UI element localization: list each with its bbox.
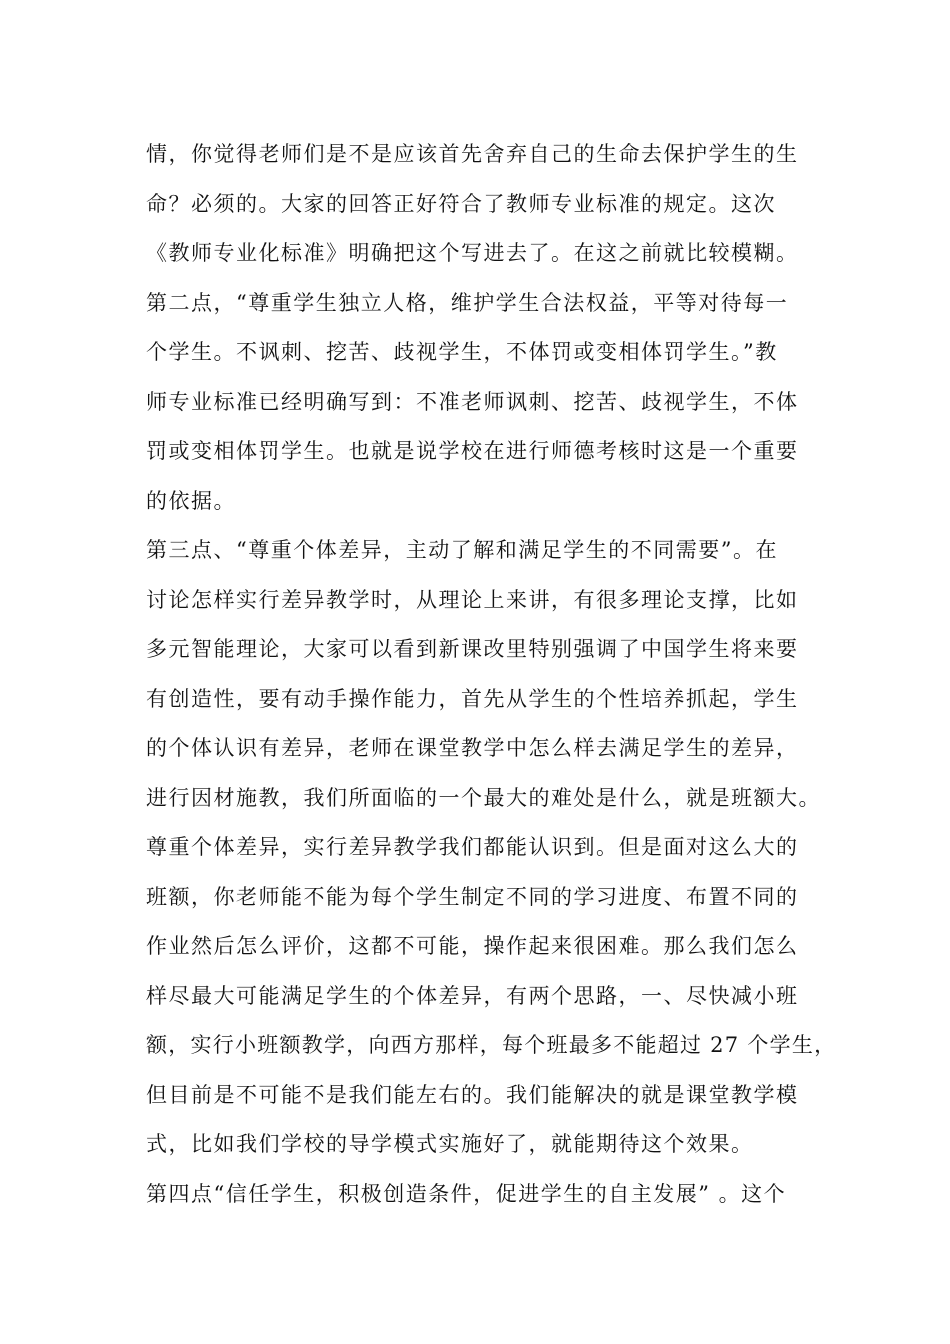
text-line: 师专业标准已经明确写到：不准老师讽刺、挖苦、歧视学生，不体	[146, 389, 799, 414]
text-line: 有创造性，要有动手操作能力，首先从学生的个性培养抓起，学生	[146, 686, 799, 711]
text-line: 样尽最大可能满足学生的个体差异，有两个思路，一、尽快减小班	[146, 983, 799, 1008]
text-line: 多元智能理论，大家可以看到新课改里特别强调了中国学生将来要	[146, 637, 799, 661]
document-body	[146, 130, 837, 1219]
text-line: 第二点，“尊重学生独立人格，维护学生合法权益，平等对待每一	[146, 290, 789, 315]
text-line: 的依据。	[146, 488, 236, 513]
text-line: 班额，你老师能不能为每个学生制定不同的学习进度、布置不同的	[146, 884, 799, 909]
text-line: 作业然后怎么评价，这都不可能，操作起来很困难。那么我们怎么	[146, 934, 799, 958]
text-line: 讨论怎样实行差异教学时，从理论上来讲，有很多理论支撑，比如	[146, 587, 799, 612]
text-line: 的个体认识有差异，老师在课堂教学中怎么样去满足学生的差异，	[146, 736, 799, 760]
text-line: 但目前是不可能不是我们能左右的。我们能解决的就是课堂教学模	[146, 1082, 799, 1107]
text-line: 式，比如我们学校的导学模式实施好了，就能期待这个效果。	[146, 1132, 754, 1156]
text-line: 个学生。不讽刺、挖苦、歧视学生，不体罚或变相体罚学生。”教	[146, 340, 778, 364]
text-line: 情，你觉得老师们是不是应该首先舍弃自己的生命去保护学生的生	[146, 142, 799, 166]
text-line: 进行因材施教，我们所面临的一个最大的难处是什么，就是班额大。	[146, 785, 821, 810]
text-line: 罚或变相体罚学生。也就是说学校在进行师德考核时这是一个重要	[146, 439, 799, 463]
text-line: 额，实行小班额教学，向西方那样，每个班最多不能超过 27 个学生，	[146, 1033, 837, 1057]
text-line: 《教师专业化标准》明确把这个写进去了。在这之前就比较模糊。	[146, 241, 799, 265]
text-line: 命？必须的。大家的回答正好符合了教师专业标准的规定。这次	[146, 191, 776, 216]
text-line: 尊重个体差异，实行差异教学我们都能认识到。但是面对这么大的	[146, 835, 799, 859]
text-line: 第四点“信任学生，积极创造条件，促进学生的自主发展” 。这个	[146, 1181, 787, 1206]
text-line: 第三点、“尊重个体差异，主动了解和满足学生的不同需要”。在	[146, 538, 778, 562]
